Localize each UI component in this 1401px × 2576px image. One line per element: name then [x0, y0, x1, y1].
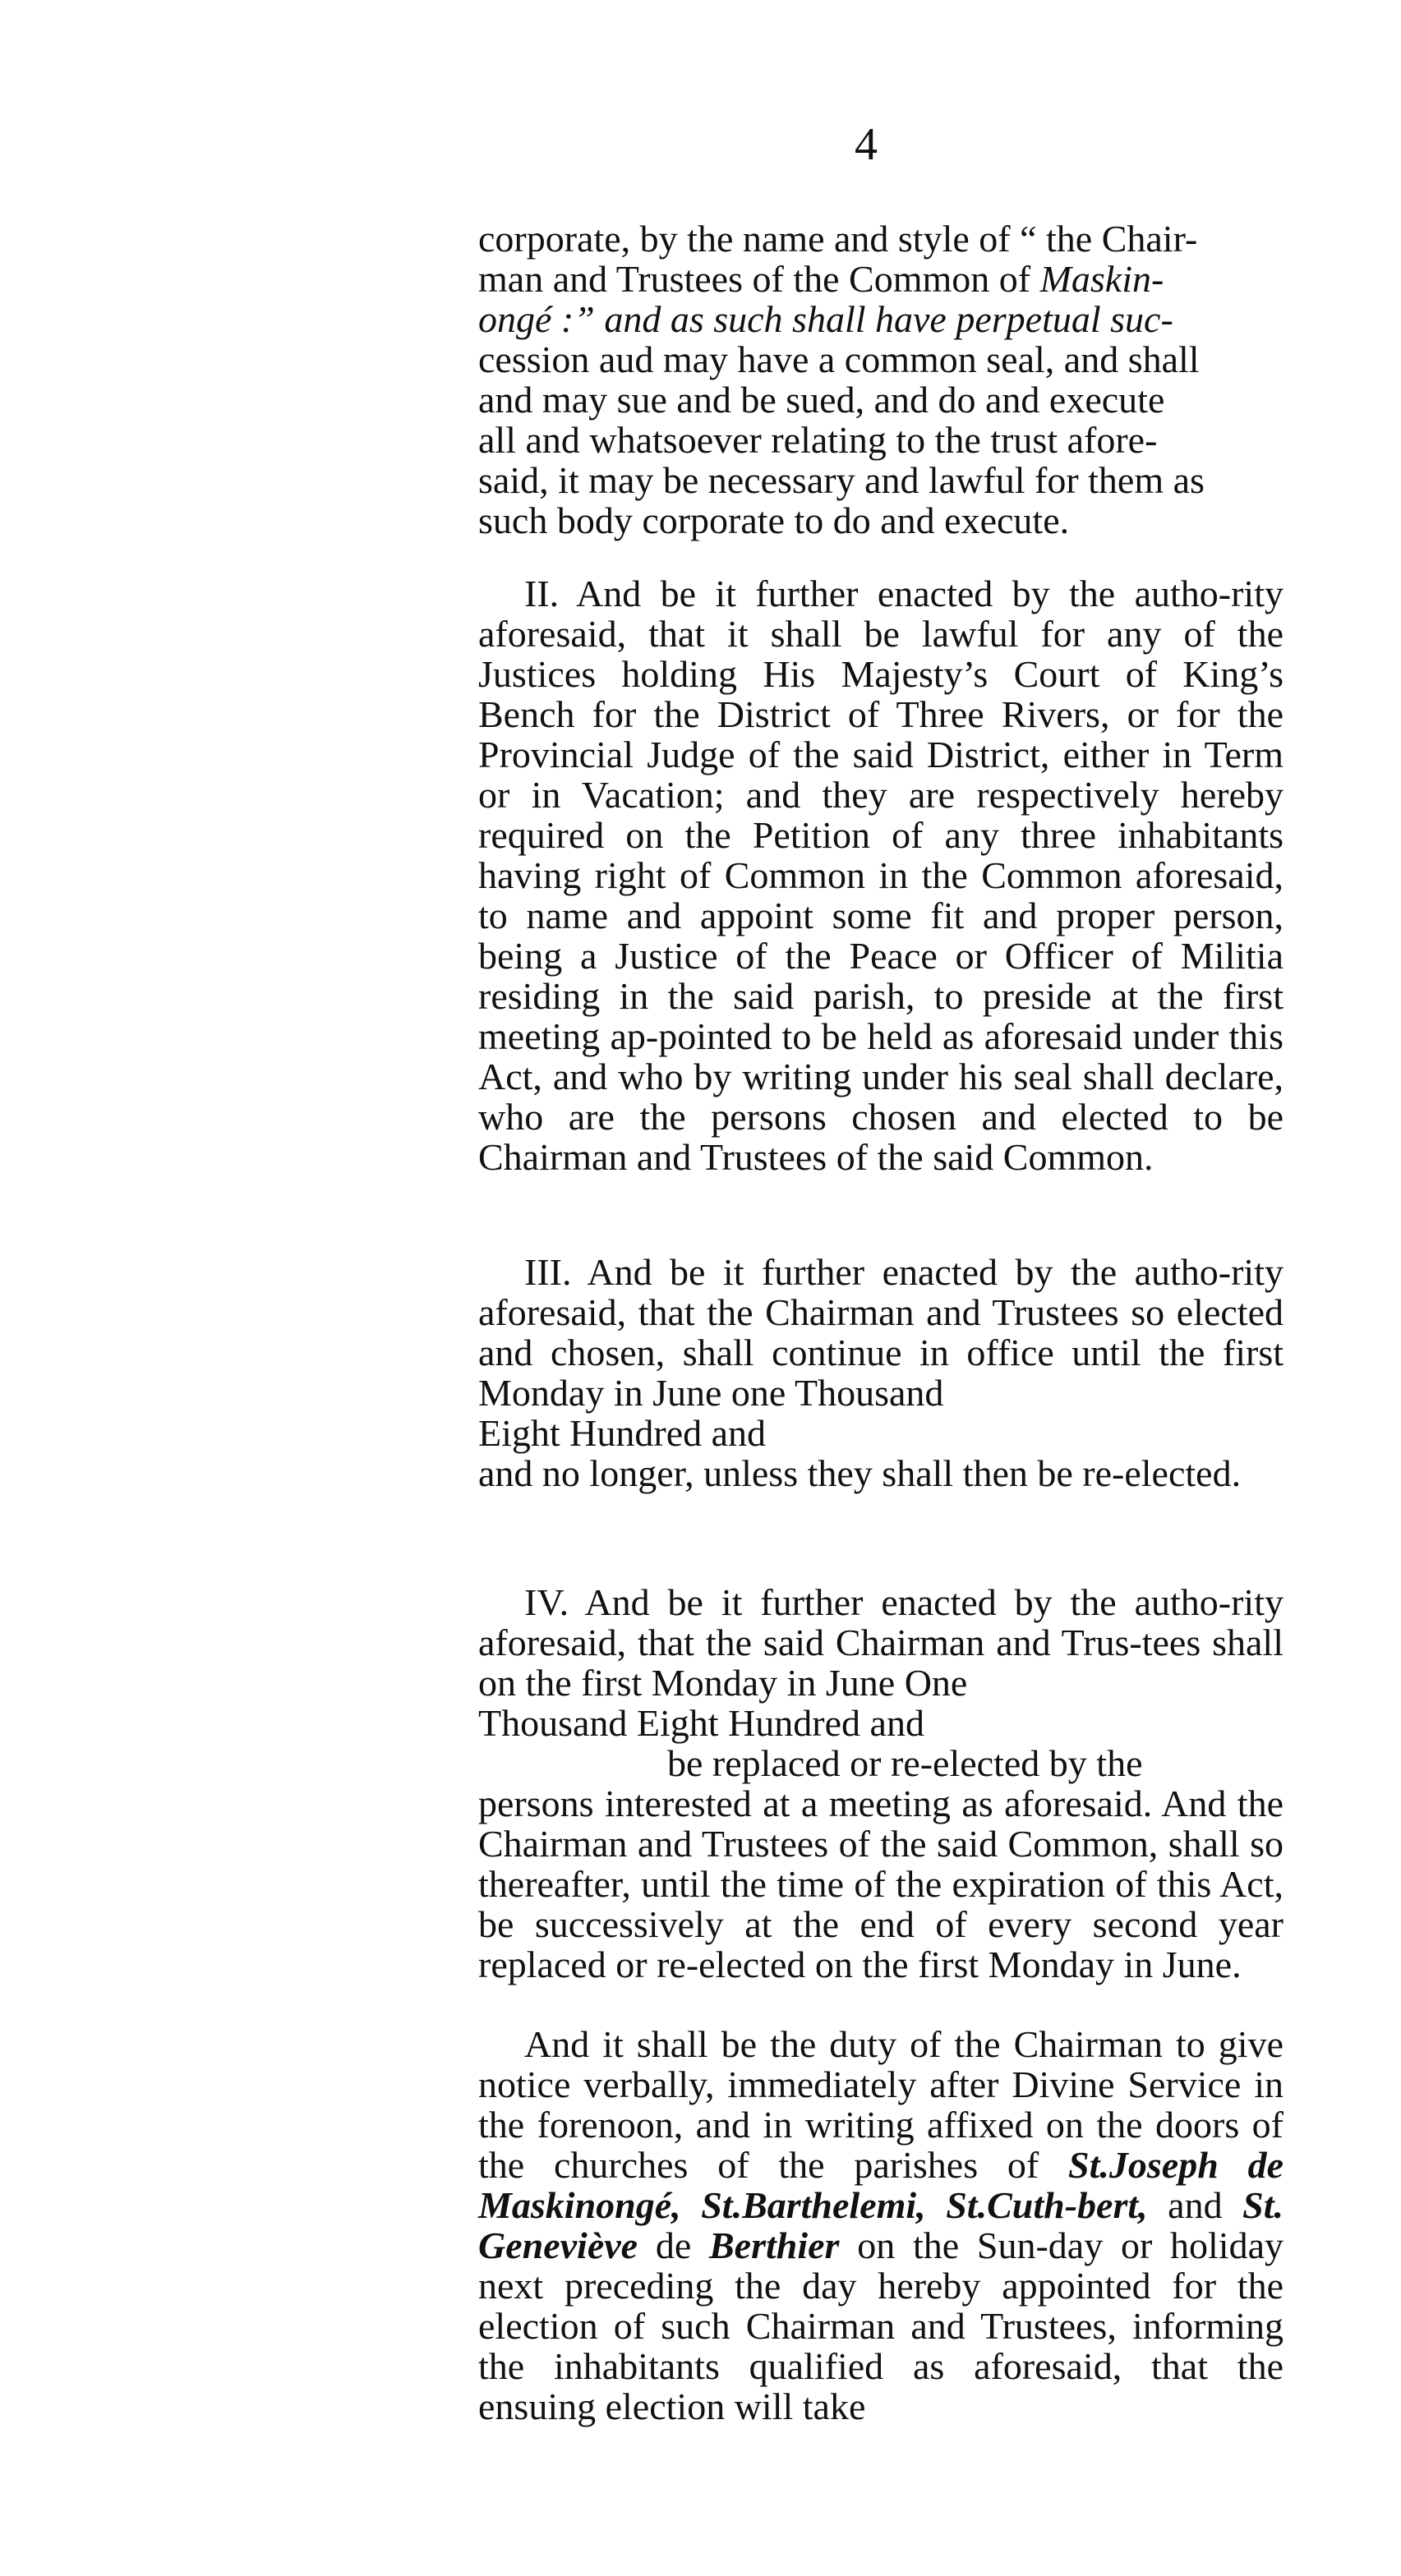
paragraph-2	[478, 573, 1283, 1177]
text-line: said, it may be necessary and lawful for them as	[478, 459, 1205, 501]
text-line: such body corporate to do and execute.	[478, 499, 1070, 541]
text-line: Thousand Eight Hundred and	[478, 1702, 924, 1744]
text-line: Eight Hundred and	[478, 1412, 767, 1454]
place-name: Berthier	[709, 2224, 840, 2266]
text-line: cession aud may have a common seal, and shall	[478, 338, 1200, 380]
page-number: 4	[855, 119, 878, 170]
paragraph-1	[478, 218, 1283, 540]
text-fragment: de	[638, 2224, 709, 2266]
text-line	[478, 299, 1283, 339]
place-name: St. Geneviève	[478, 2184, 1284, 2266]
text-line: corporate, by the name and style of “ the Chair-	[478, 218, 1198, 260]
section-iv-text: IV. And be it further enacted by the autho-rity aforesaid, that the said Chairman and Trus-tees shall on the first Monday in June One	[478, 1581, 1283, 1704]
text-line: ongé :” and as such shall have perpetual suc-	[478, 298, 1173, 340]
section-iii-text: III. And be it further enacted by the autho-rity aforesaid, that the Chairman and Trustees so elected and chosen, shall continue in office until the first Monday in June one Thousand	[478, 1251, 1283, 1414]
text-fragment: man and Trustees of the Common of	[478, 258, 1040, 300]
text-line: and may sue and be sued, and do and execute	[478, 379, 1165, 421]
section-ii-text: II. And be it further enacted by the autho-rity aforesaid, that it shall be lawful for any of the Justices holding His Majesty’s Court of King’s Bench for the District of Three Rivers, or for the Provincial Judge of the said District, either in Term or in Vacation; and they are respectively hereby required on the Petition of any three inhabitants having right of Common in the Common aforesaid, to name and appoint some fit and proper person, being a Justice of the Peace or Officer of Militia residing in the said parish, to preside at the first meeting ap-pointed to be held as aforesaid under this Act, and who by writing under his seal shall declare, who are the persons chosen and elected to be Chairman and Trustees of the said Common.	[478, 573, 1283, 1178]
section-iv-text-end: persons interested at a meeting as aforesaid. And the Chairman and Trustees of the said Common, shall so thereafter, until the time of the expiration of this Act, be successively at the end of every second year replaced or re-elected on the first Monday in June.	[478, 1782, 1283, 1985]
text-fragment: and	[1147, 2184, 1243, 2226]
text-fragment: on the Sun-day or holiday next preceding the day hereby appointed for the election of such Chairman and Trustees, informing the inhabitants qualified as aforesaid, that the ensuing election will take	[478, 2224, 1283, 2427]
text-line: be replaced or re-elected by the	[667, 1742, 1143, 1784]
paragraph-5	[478, 2024, 1283, 2426]
section-iii-text-end: and no longer, unless they shall then be re-elected.	[478, 1452, 1242, 1494]
paragraph-3	[478, 1252, 1283, 1493]
place-names: St.Joseph de Maskinongé, St.Barthelemi, St.Cuth-bert,	[478, 2144, 1283, 2226]
paragraph-4	[478, 1582, 1283, 1985]
text-line: all and whatsoever relating to the trust afore-	[478, 419, 1158, 461]
text-fragment: And it shall be the duty of the Chairman to give notice verbally, immediately after Divine Service in the forenoon, and in writing affixed on the doors of the churches of the parishes of	[478, 2023, 1283, 2186]
notice-paragraph	[478, 2024, 1283, 2426]
place-name: Maskin-	[1039, 258, 1164, 300]
text-line	[478, 259, 1283, 299]
